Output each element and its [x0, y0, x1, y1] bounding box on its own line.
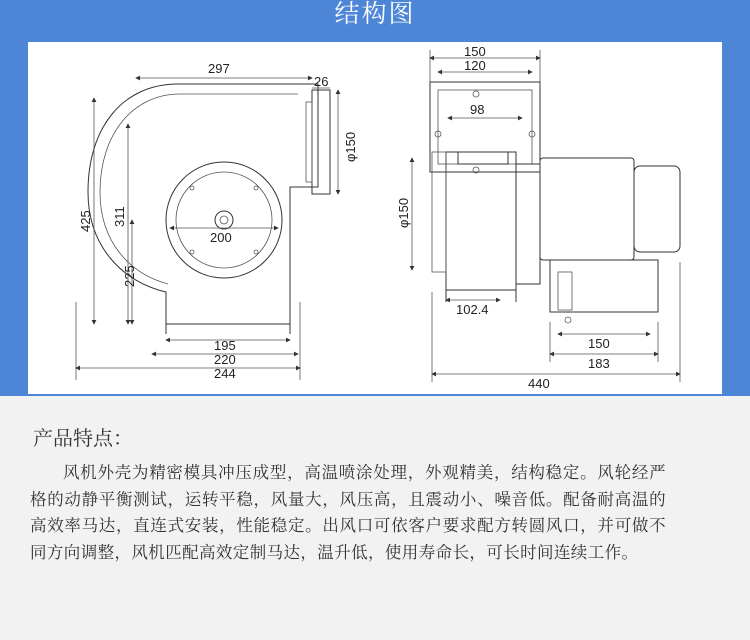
dim-225: 225: [122, 265, 137, 287]
dim-311: 311: [112, 206, 127, 227]
motor-base: [550, 260, 658, 312]
scroll-housing: [88, 84, 318, 324]
front-view: [396, 44, 680, 391]
dim-98: 98: [470, 102, 485, 117]
inlet-ring-outer: [166, 162, 282, 278]
dim-bottom-150: 150: [588, 336, 610, 351]
dim-120: 120: [464, 58, 486, 73]
housing-body: [446, 152, 516, 290]
dim-220: 220: [214, 352, 236, 367]
dim-outlet-dia: φ150: [343, 131, 358, 162]
dim-440: 440: [528, 376, 550, 391]
motor: [540, 158, 634, 260]
dim-top-150: 150: [464, 44, 486, 59]
dim-183: 183: [588, 356, 610, 371]
dim-inlet-dia: φ150: [396, 197, 411, 228]
features-title: 产品特点：: [33, 426, 133, 450]
dim-297: 297: [208, 61, 230, 76]
dim-200: 200: [210, 230, 232, 245]
shaft-hub: [215, 211, 233, 229]
dim-102-4: 102.4: [456, 302, 489, 317]
side-view: [76, 61, 358, 381]
scroll-inner: [100, 94, 298, 284]
motor-end-cap: [634, 166, 680, 252]
outlet-flange: [312, 90, 330, 194]
shaft: [220, 216, 228, 224]
dim-26: 26: [314, 74, 329, 89]
features-description: 风机外壳为精密模具冲压成型，高温喷涂处理，外观精美，结构稳定。风轮经严格的动静平衡测试，运转平稳，风量大，风压高，且震动小、噪音低。配备耐高温的高效率马达，直连式安装，性能稳定。出风口可依客户要求配方转圆风口，并可做不同方向调整，风机匹配高效定制马达，温升低，使用寿命长，可长时间连续工作。: [30, 463, 666, 562]
structure-drawing: [28, 42, 722, 394]
dim-425: 425: [78, 210, 93, 232]
outlet-flange-inner: [306, 102, 312, 182]
motor-coupling: [516, 164, 540, 284]
dim-195: 195: [214, 338, 236, 353]
dim-244: 244: [214, 366, 236, 381]
section-title: 结构图: [334, 0, 416, 28]
structure-diagram-svg: [28, 42, 722, 394]
